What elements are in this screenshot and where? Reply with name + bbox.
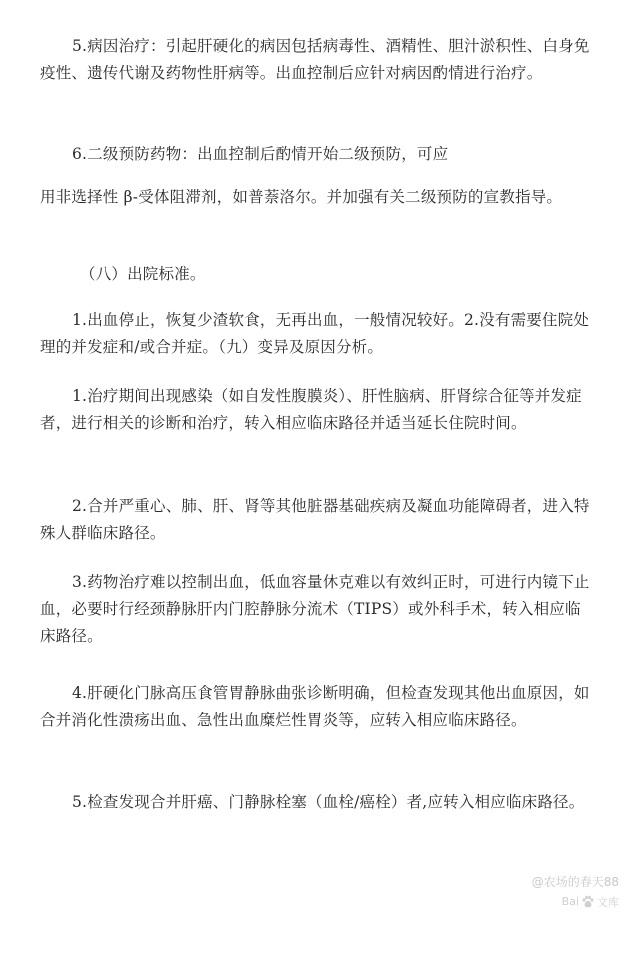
- paragraph-beta-blocker: 用非选择性 β-受体阻滞剂，如普萘洛尔。并加强有关二级预防的宣教指导。: [40, 188, 563, 206]
- watermark-user: @农场的春天88: [531, 875, 619, 889]
- paragraph-etiology-treatment: 5.病因治疗：引起肝硬化的病因包括病毒性、酒精性、胆汁淤积性、白身免疫性、遗传代谢及药物性肝病等。出血控制后应针对病因酌情进行治疗。: [40, 37, 590, 82]
- logo-text: Bai: [561, 895, 579, 908]
- paragraph-variation-2: 2.合并严重心、肺、肝、肾等其他脏器基础疾病及凝血功能障碍者，进入特殊人群临床路径。: [40, 497, 590, 542]
- logo-suffix: 文库: [597, 895, 619, 909]
- paragraph-secondary-prevention: 6.二级预防药物：出血控制后酌情开始二级预防，可应: [72, 145, 449, 163]
- baidu-wenku-logo: [562, 894, 619, 910]
- watermark: [532, 874, 619, 910]
- section-heading-discharge: （八）出院标准。: [80, 265, 206, 283]
- paragraph-variation-1: 1.治疗期间出现感染（如自发性腹膜炎）、肝性脑病、肝肾综合征等并发症者，进行相关的诊断和治疗，转入相应临床路径并适当延长住院时间。: [40, 387, 582, 432]
- paragraph-variation-4: 4.肝硬化门脉高压食管胃静脉曲张诊断明确，但检查发现其他出血原因，如合并消化性溃疡出血、急性出血糜烂性胃炎等，应转入相应临床路径。: [40, 684, 590, 729]
- paragraph-discharge-criteria: 1.出血停止，恢复少渣软食，无再出血，一般情况较好。2.没有需要住院处理的并发症和/或合并症。（九）变异及原因分析。: [40, 311, 590, 356]
- baidu-paw-icon: [581, 895, 595, 908]
- paragraph-variation-3: 3.药物治疗难以控制出血，低血容量休克难以有效纠正时，可进行内镜下止血，必要时行经颈静脉肝内门腔静脉分流术（TIPS）或外科手术，转入相应临床路径。: [40, 573, 590, 645]
- paragraph-variation-5: 5.检查发现合并肝癌、门静脉栓塞（血栓/癌栓）者,应转入相应临床路径。: [72, 793, 585, 811]
